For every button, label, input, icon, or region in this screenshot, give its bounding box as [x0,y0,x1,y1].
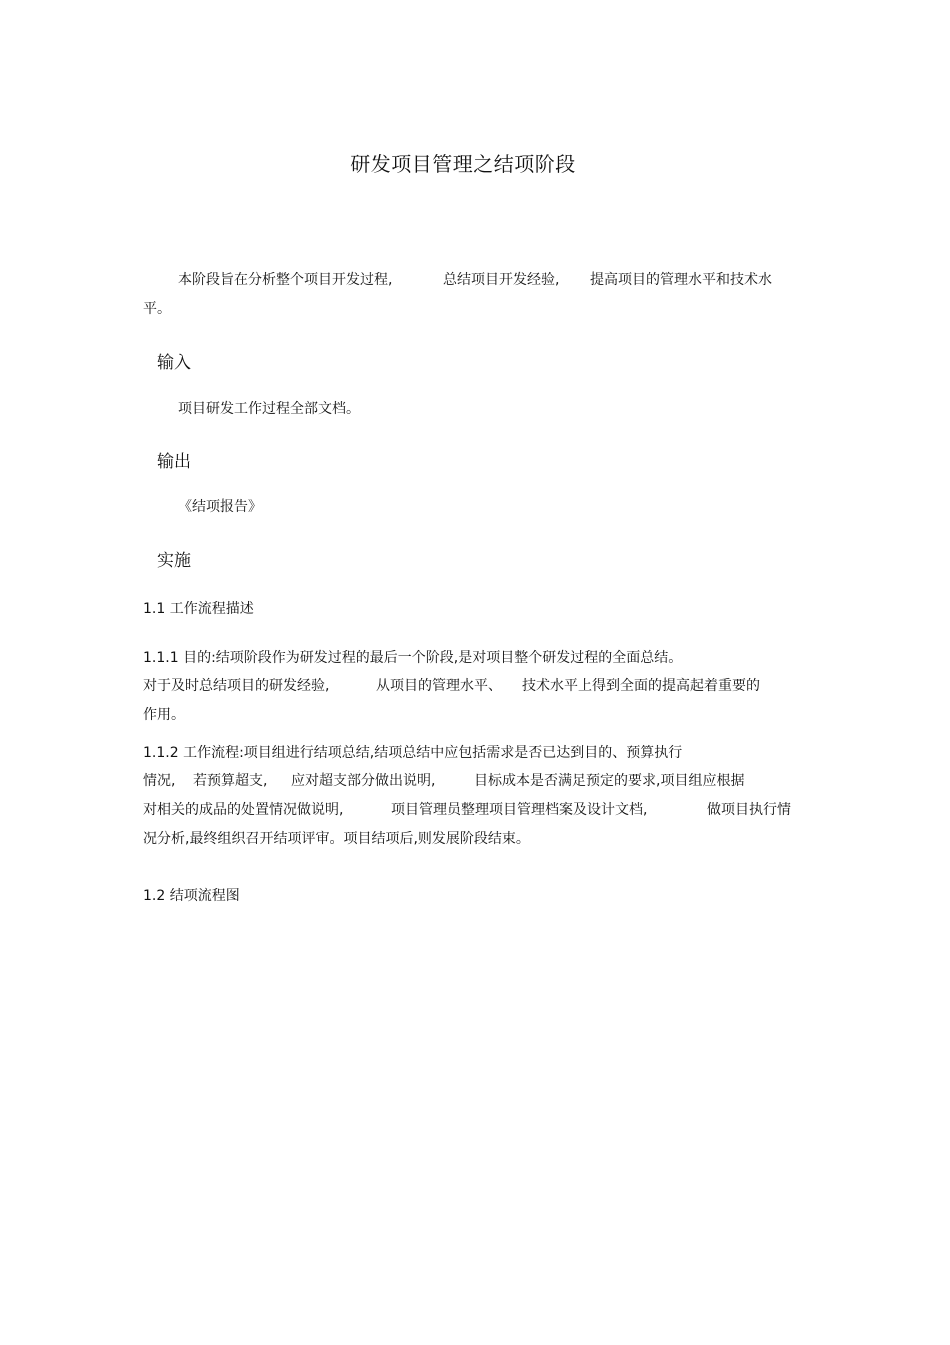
section-1-1-2-line-3a: 对相关的成品的处置情况做说明, [143,802,344,818]
section-1-1-2-line-2c: 应对超支部分做出说明, [291,773,436,789]
section-1-1-2-line-3c: 做项目执行情 [707,802,791,818]
section-1-1-1-line-2b: 从项目的管理水平、 [376,678,502,694]
section-1-1-2-line-2a: 情况, [143,773,176,789]
page-title: 研发项目管理之结项阶段 [350,152,576,176]
intro-segment-1: 本阶段旨在分析整个项目开发过程, [178,272,393,288]
section-1-1-1-line-1: 1.1.1 目的:结项阶段作为研发过程的最后一个阶段,是对项目整个研发过程的全面总结。 [143,650,683,666]
section-1-1-title: 1.1 工作流程描述 [143,601,254,617]
section-1-1-2-line-1: 1.1.2 工作流程:项目组进行结项总结,结项总结中应包括需求是否已达到目的、预算执行 [143,745,683,761]
section-1-2-title: 1.2 结项流程图 [143,888,240,904]
section-1-1-1-line-2a: 对于及时总结项目的研发经验, [143,678,330,694]
output-text: 《结项报告》 [178,499,262,515]
section-1-1-2-line-3b: 项目管理员整理项目管理档案及设计文档, [391,802,648,818]
implementation-heading: 实施 [157,551,191,571]
section-1-1-2-line-2d: 目标成本是否满足预定的要求,项目组应根据 [474,773,745,789]
section-1-1-1-line-2c: 技术水平上得到全面的提高起着重要的 [522,678,760,694]
intro-segment-2: 总结项目开发经验, [443,272,560,288]
output-heading: 输出 [157,452,191,472]
input-heading: 输入 [157,353,191,373]
intro-segment-4: 平。 [143,301,171,317]
input-text: 项目研发工作过程全部文档。 [178,401,360,417]
section-1-1-1-line-3: 作用。 [143,707,185,723]
section-1-1-2-line-4: 况分析,最终组织召开结项评审。项目结项后,则发展阶段结束。 [143,831,530,847]
section-1-1-2-line-2b: 若预算超支, [193,773,268,789]
intro-segment-3: 提高项目的管理水平和技术水 [590,272,772,288]
